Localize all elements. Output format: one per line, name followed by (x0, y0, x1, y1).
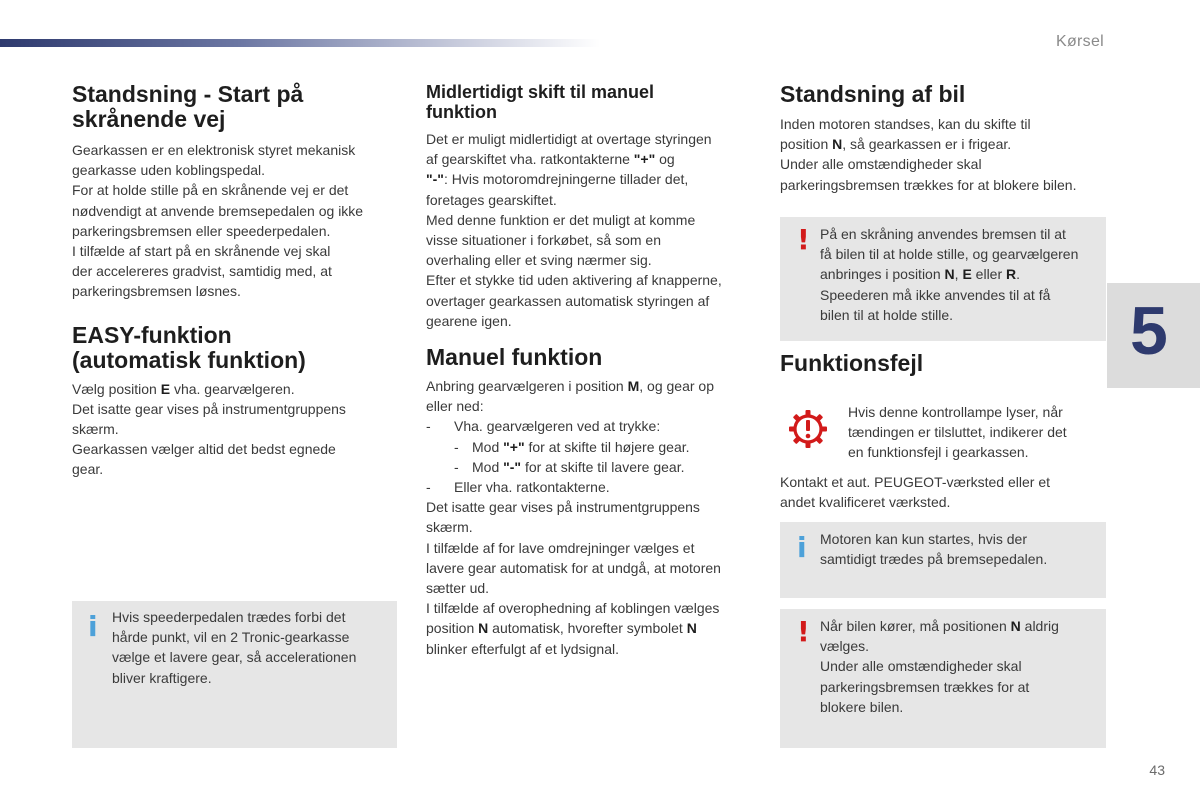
paragraph-stopping: Inden motoren standses, kan du skifte til position N, så gearkassen er i frigear. Under alle omstændigheder skal parkeringsbremsen trækkes for at blokere bilen. (780, 116, 1077, 193)
warning-note-slope: ! På en skråning anvendes bremsen til at få bilen til at holde stille, og gearvælgeren anbringes i position N, E eller R. Speederen må ikke anvendes til at få bilen til at holde stille. (780, 217, 1106, 341)
heading-manuel-funktion: Manuel funktion (426, 344, 603, 371)
column-1 (72, 82, 402, 480)
info-icon: i (88, 610, 98, 643)
column-2 (426, 82, 766, 659)
warning-icon: ! (797, 223, 810, 256)
list-item: - Eller vha. ratkontakterne. (426, 479, 610, 496)
info-note-accelerator: i Hvis speederpedalen trædes forbi det hårde punkt, vil en 2 Tronic-gearkasse vælge et lavere gear, så accelerationen bliver kraftigere. (72, 601, 397, 748)
paragraph-easy: Vælg position E vha. gearvælgeren. Det isatte gear vises på instrumentgruppens skærm. Gearkassen vælger altid det bedst egnede gear. (72, 380, 346, 478)
page-number: 43 (1149, 762, 1165, 778)
list-item: - Vha. gearvælgeren ved at trykke: (426, 418, 661, 435)
header-gradient-bar (0, 39, 600, 47)
fault-description: Hvis denne kontrollampe lyser, når tændingen er tilsluttet, indikerer det en funktionsfejl i gearkassen. (848, 404, 1067, 461)
paragraph-contact-workshop: Kontakt et aut. PEUGEOT-værksted eller et andet kvalificeret værksted. (780, 474, 1050, 511)
paragraph-hill-start: Gearkassen er en elektronisk styret mekanisk gearkasse uden koblingspedal. For at holde stille på en skrånende vej er det nødvendigt at anvende bremsepedalen og ikke parkeringsbremsen eller speederpedalen. I tilfælde af start på en skrånende vej skal der accelereres gradvist, samtidig med, at parkeringsbremsen løsnes. (72, 142, 364, 300)
warning-icon: ! (797, 615, 810, 648)
list-item: - Mod "-" for at skifte til lavere gear. (454, 458, 685, 475)
list-item: - Mod "+" for at skifte til højere gear. (454, 438, 690, 455)
paragraph-temporary-manual: Det er muligt midlertidigt at overtage styringen af gearskiftet vha. ratkontakterne "+" og "-": Hvis motoromdrejningerne tillader det, foretages gearskiftet. Med denne funktion er det muligt at komme visse situationer i forkøbet, så som en overhaling eller et sving nærmer sig. Efter et stykke tid uden aktivering af knapperne, overtager gearkassen automatisk styringen af gearene igen. (426, 131, 722, 329)
info-note-brake-start: i Motoren kan kun startes, hvis der samtidigt trædes på bremsepedalen. (780, 522, 1106, 598)
heading-standsning-start: Standsning - Start på skrånende vej (72, 81, 304, 132)
heading-midlertidigt-skift: Midlertidigt skift til manuel funktion (426, 82, 655, 122)
info-icon: i (797, 531, 807, 564)
heading-easy-funktion: EASY-funktion (automatisk funktion) (72, 321, 306, 373)
paragraph-manual: Anbring gearvælgeren i position M, og gear op eller ned: - Vha. gearvælgeren ved at trykke: - Mod "+" for at skifte til højere gear. - Mod "-" for at skifte til lavere gear. - Eller vha. ratkontakterne. Det isatte gear vises på instrumentgruppens skærm. I tilfælde af for lave omdrejninger vælges et lavere gear automatisk for at undgå, at motoren sætter ud. I tilfælde af overophedning af koblingen vælges position N automatisk, hvorefter symbolet N blinker efterfulgt af et lydsignal. (426, 376, 766, 659)
heading-funktionsfejl: Funktionsfejl (780, 350, 924, 376)
running-header: Kørsel (1055, 33, 1104, 50)
gearbox-fault-warning-icon (786, 407, 830, 451)
chapter-number: 5 (1130, 293, 1168, 369)
heading-standsning-af-bil: Standsning af bil (780, 81, 966, 107)
column-3 (780, 82, 1110, 195)
warning-note-neutral: ! Når bilen kører, må positionen N aldrig vælges. Under alle omstændigheder skal parkeringsbremsen trækkes for at blokere bilen. (780, 609, 1106, 748)
